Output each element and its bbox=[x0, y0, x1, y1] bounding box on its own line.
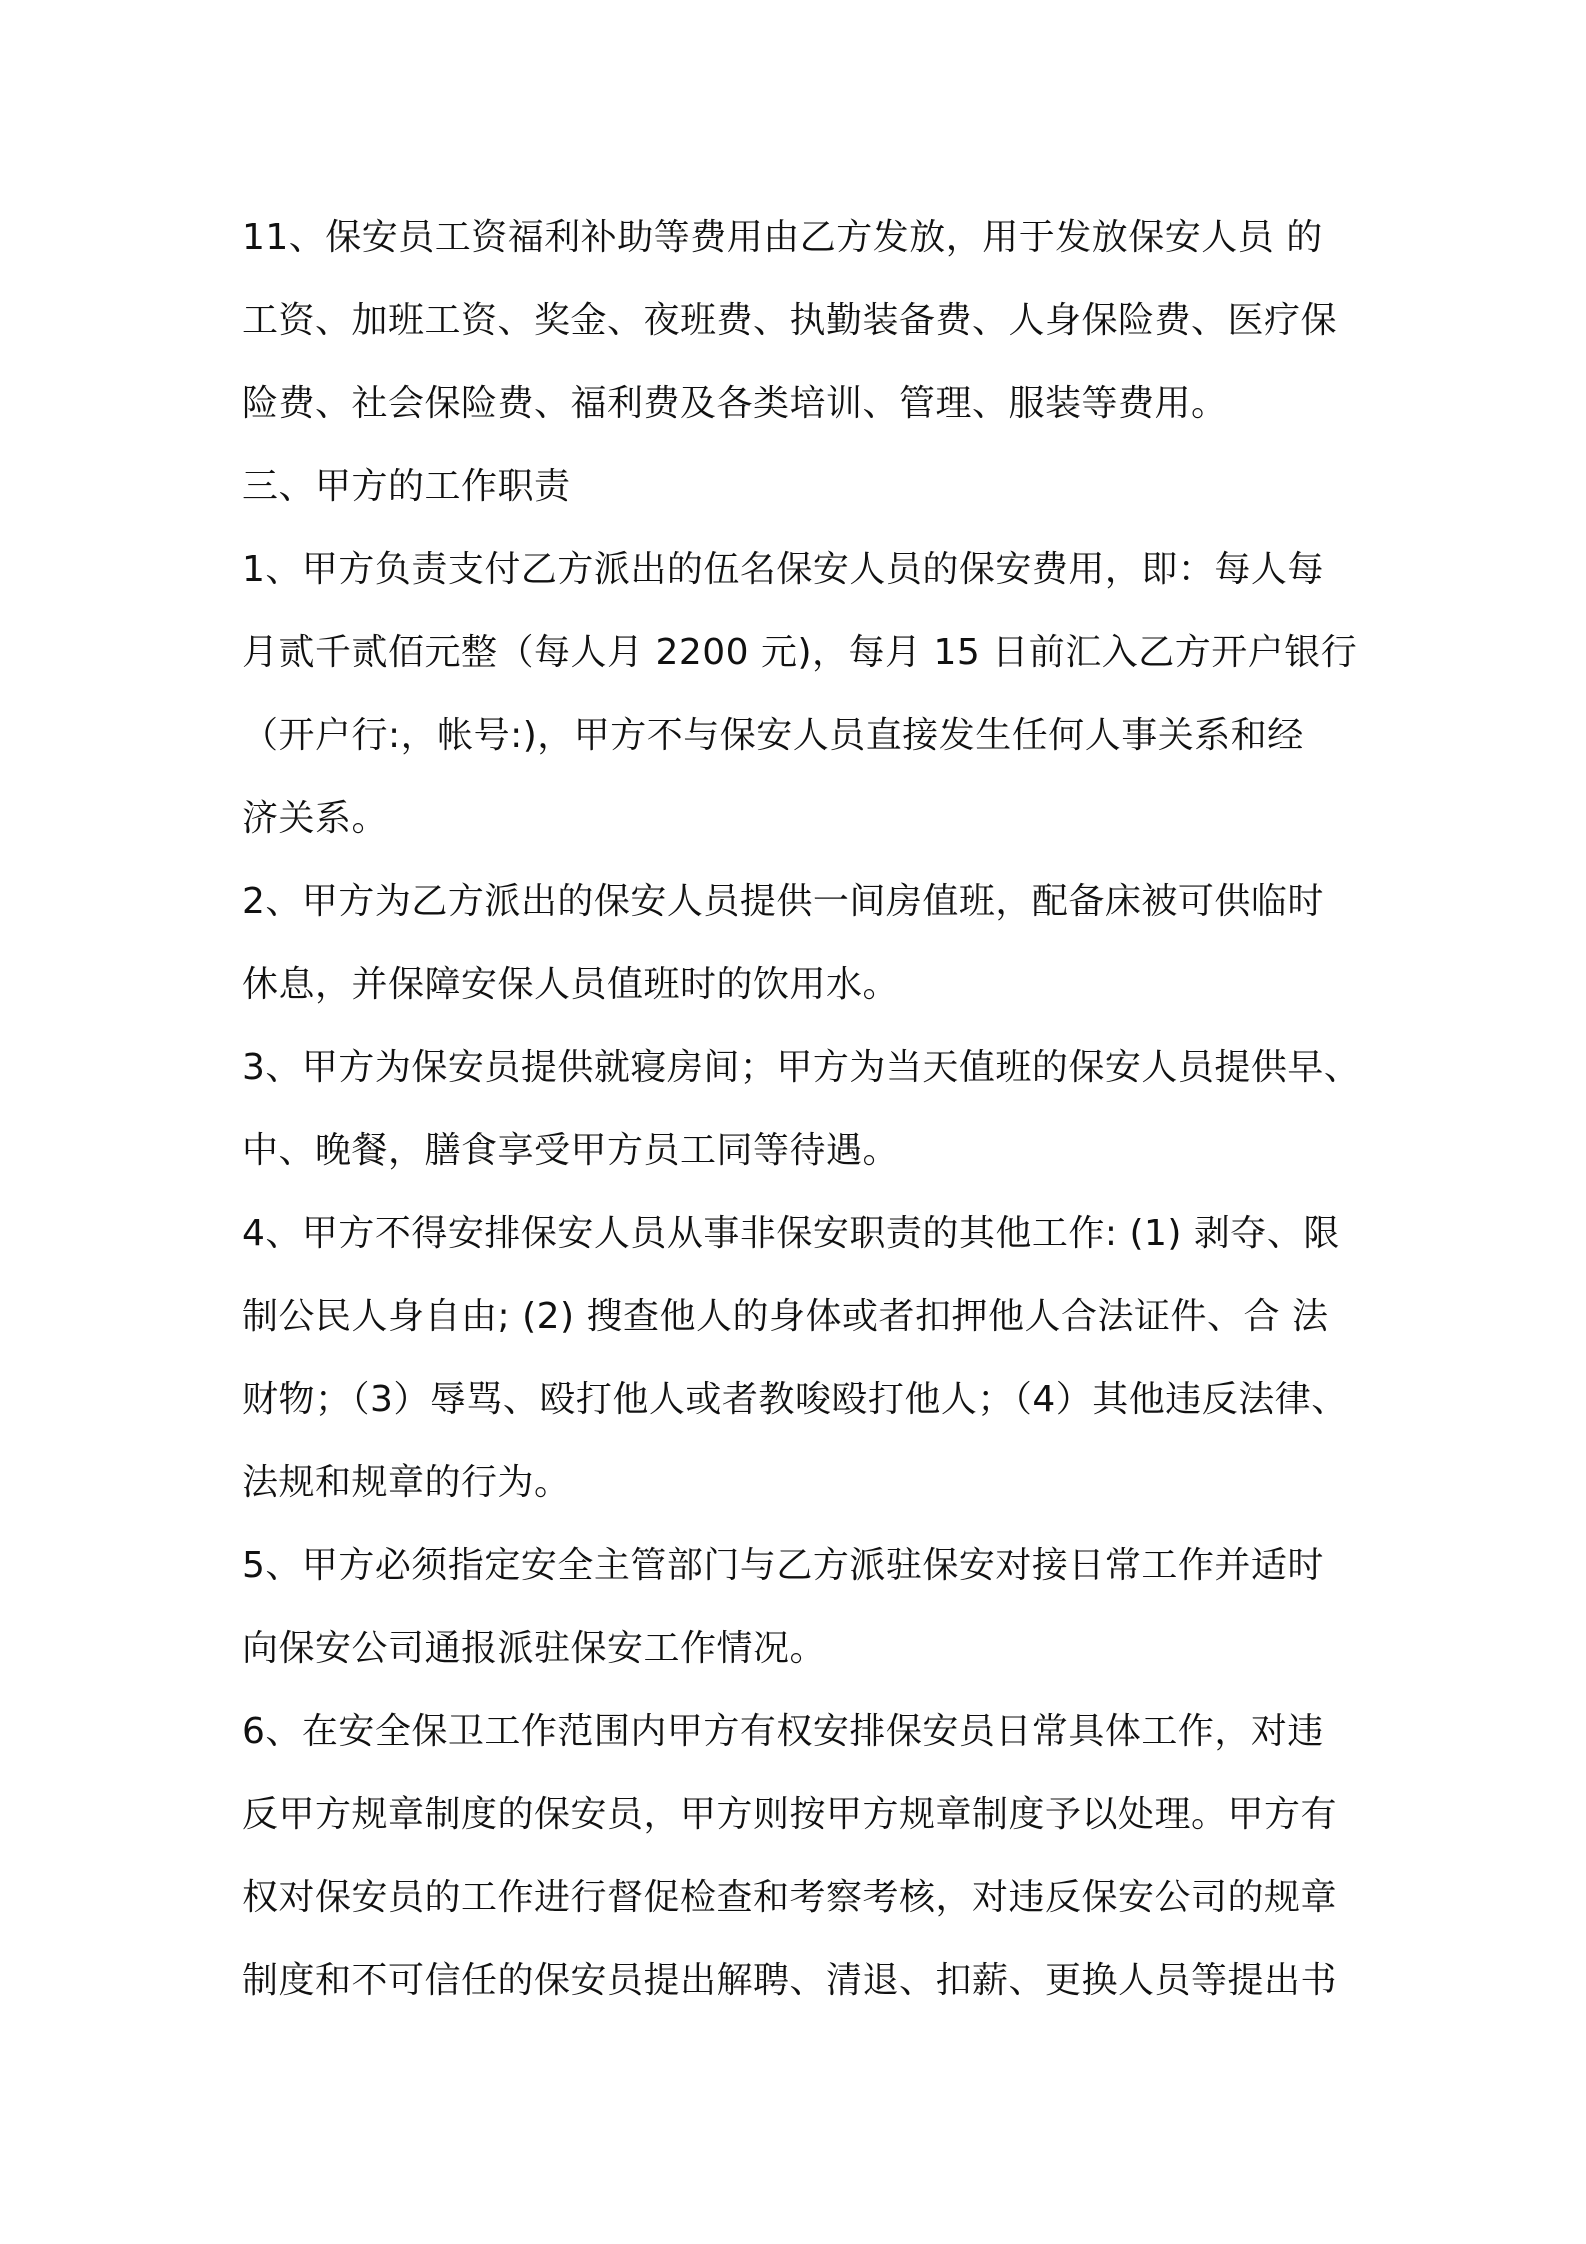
text-line: 反甲方规章制度的保安员，甲方则按甲方规章制度予以处理。甲方有 bbox=[242, 1794, 1338, 1835]
text-line: 11、保安员工资福利补助等费用由乙方发放，用于发放保安人员 的 bbox=[242, 217, 1323, 258]
text-line: 险费、社会保险费、福利费及各类培训、管理、服装等费用。 bbox=[242, 383, 1228, 424]
text-line: 1、甲方负责支付乙方派出的伍名保安人员的保安费用，即：每人每 bbox=[242, 549, 1324, 590]
text-line: 中、晚餐，膳食享受甲方员工同等待遇。 bbox=[242, 1130, 900, 1171]
text-line: 4、甲方不得安排保安人员从事非保安职责的其他工作: (1) 剥夺、限 bbox=[242, 1213, 1340, 1254]
text-line: 5、甲方必须指定安全主管部门与乙方派驻保安对接日常工作并适时 bbox=[242, 1545, 1324, 1586]
text-line: （开户行:，帐号:)，甲方不与保安人员直接发生任何人事关系和经 bbox=[242, 715, 1304, 756]
text-line: 制公民人身自由; (2) 搜查他人的身体或者扣押他人合法证件、合 法 bbox=[242, 1296, 1329, 1337]
text-line: 济关系。 bbox=[242, 798, 389, 839]
text-line: 休息，并保障安保人员值班时的饮用水。 bbox=[242, 964, 900, 1005]
text-line: 向保安公司通报派驻保安工作情况。 bbox=[242, 1628, 827, 1669]
text-line: 月贰千贰佰元整（每人月 2200 元)，每月 15 日前汇入乙方开户银行 bbox=[242, 632, 1358, 673]
text-line: 3、甲方为保安员提供就寝房间；甲方为当天值班的保安人员提供早、 bbox=[242, 1047, 1361, 1088]
text-line: 工资、加班工资、奖金、夜班费、执勤装备费、人身保险费、医疗保 bbox=[242, 300, 1338, 341]
text-line: 权对保安员的工作进行督促检查和考察考核，对违反保安公司的规章 bbox=[242, 1877, 1338, 1918]
section-heading: 三、甲方的工作职责 bbox=[242, 466, 571, 507]
text-line: 6、在安全保卫工作范围内甲方有权安排保安员日常具体工作，对违 bbox=[242, 1711, 1324, 1752]
text-line: 2、甲方为乙方派出的保安人员提供一间房值班，配备床被可供临时 bbox=[242, 881, 1324, 922]
text-line: 财物；（3）辱骂、殴打他人或者教唆殴打他人；（4）其他违反法律、 bbox=[242, 1379, 1348, 1420]
text-line: 法规和规章的行为。 bbox=[242, 1462, 571, 1503]
text-line: 制度和不可信任的保安员提出解聘、清退、扣薪、更换人员等提出书 bbox=[242, 1960, 1338, 2001]
document-body bbox=[242, 196, 1362, 2022]
